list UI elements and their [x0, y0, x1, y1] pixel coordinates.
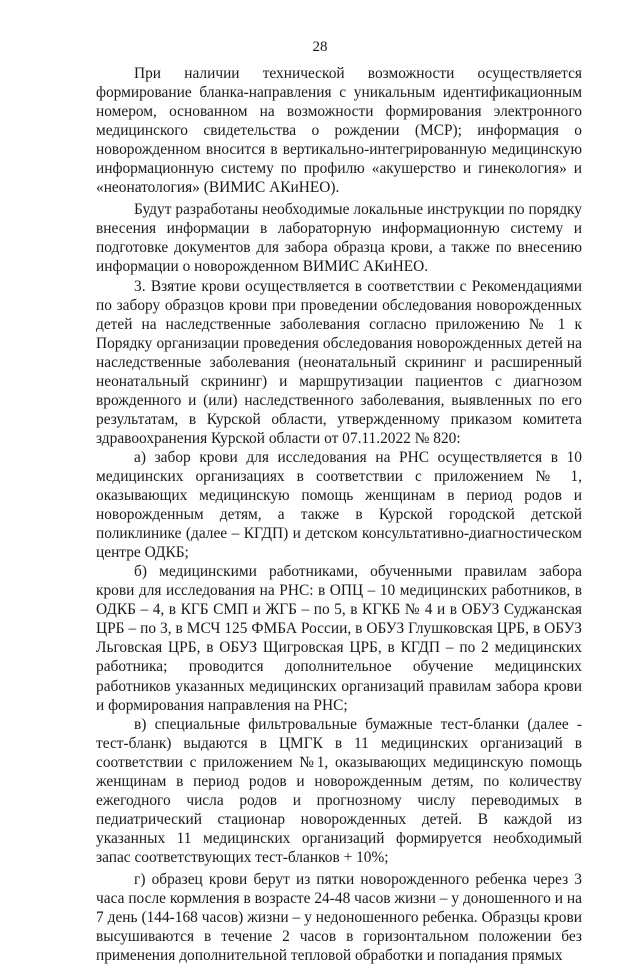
page-number: 28	[312, 39, 328, 55]
paragraph-item-a: а) забор крови для исследования на РНС осуществляется в 10 медицинских организациях в соответствии с приложением № 1, оказывающих медицинскую помощь женщинам в период родов и новорожденным детям, а также в Курской городской детской поликлинике (далее – КГДП) и детском консультативно-диагностическом центре ОДКБ;	[96, 448, 582, 562]
paragraph-msr-info: При наличии технической возможности осуществляется формирование бланка-направления с уникальным идентификационным номером, основанном на возможности формирования электронного медицинского свидетельства о рождении (МСР); информация о новорожденном вносится в вертикально-интегрированную медицинскую информационную систему по профилю «акушерство и гинекология» и «неонатология» (ВИМИС АКиНЕО).	[96, 65, 582, 197]
paragraph-item-v: в) специальные фильтровальные бумажные тест-бланки (далее - тест-бланк) выдаются в ЦМГК в 11 медицинских организаций в соответствии с приложением №1, оказывающих медицинскую помощь женщинам в период родов и новорожденным детям, по количеству ежегодного числа родов и прогнозному числу переводимых в педиатрический стационар новорожденных детей. В каждой из указанных 11 медицинских организаций формируется необходимый запас соответствующих тест-бланков + 10%;	[96, 715, 582, 866]
paragraph-local-instructions: Будут разработаны необходимые локальные инструкции по порядку внесения информации в лабораторную информационную систему и подготовке документов для забора образца крови, а также по внесению информации о новорожденном ВИМИС АКиНЕО.	[96, 201, 582, 276]
paragraph-blood-sampling: 3. Взятие крови осуществляется в соответствии с Рекомендациями по забору образцов крови при проведении обследования новорожденных детей на наследственные заболевания согласно приложению № 1 к Порядку организации проведения обследования новорожденных детей на наследственные заболевания (неонатальный скрининг и расширенный неонатальный скрининг) и маршрутизации пациентов с диагнозом врожденного и (или) наследственного заболевания, выявленных по его результатам, в Курской области, утвержденному приказом комитета здравоохранения Курской области от 07.11.2022 № 820:	[96, 277, 582, 447]
paragraph-item-g: г) образец крови берут из пятки новорожденного ребенка через 3 часа после кормления в возрасте 24-48 часов жизни – у доношенного и на 7 день (144-168 часов) жизни – у недоношенного ребенка. Образцы крови высушиваются в течение 2 часов в горизонтальном положении без применения дополнительной тепловой обработки и попадания прямых	[96, 870, 582, 965]
document-body	[96, 64, 582, 965]
paragraph-item-b: б) медицинскими работниками, обученными правилам забора крови для исследования на РНС: в ОПЦ – 10 медицинских работников, в ОДКБ – 4, в КГБ СМП и ЖГБ – по 5, в КГКБ № 4 и в ОБУЗ Суджанская ЦРБ – по 3, в МСЧ 125 ФМБА России, в ОБУЗ Глушковская ЦРБ, в ОБУЗ Льговская ЦРБ, в ОБУЗ Щигровская ЦРБ, в КГДП – по 2 медицинских работника; проводится дополнительное обучение медицинских работников указанных медицинских организаций правилам забора крови и формирования направления на РНС;	[96, 563, 582, 714]
